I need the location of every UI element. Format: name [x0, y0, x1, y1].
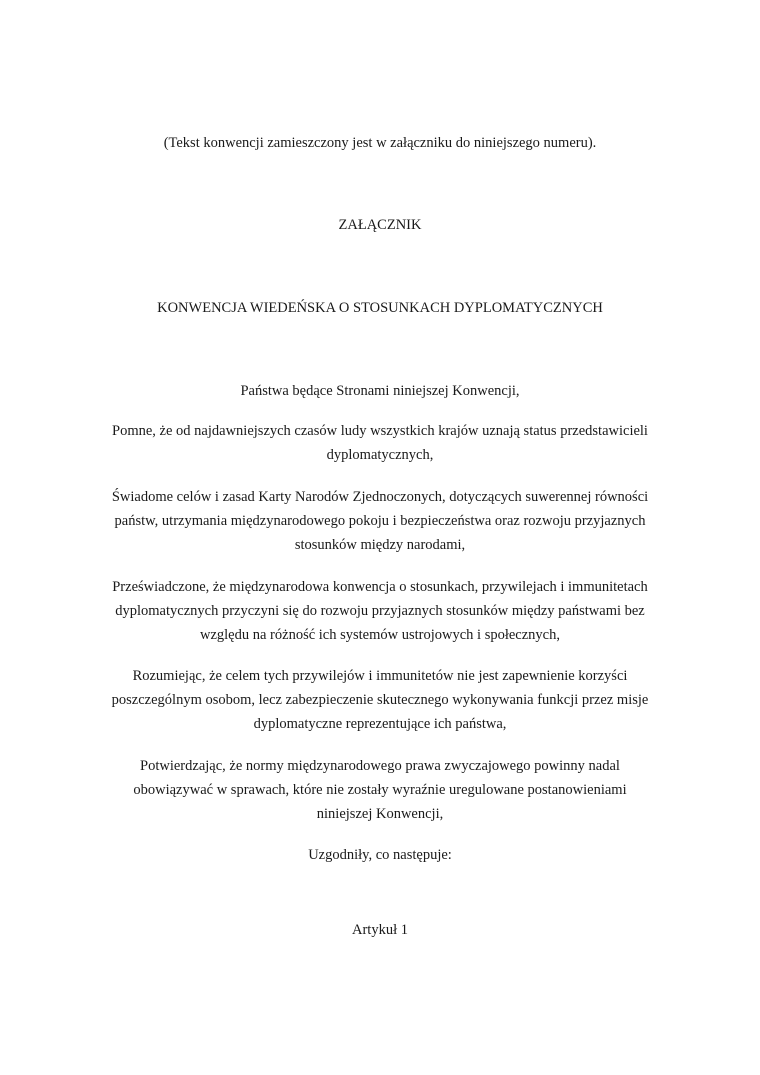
intro-note [0, 131, 760, 155]
paragraph-line: Świadome celów i zasad Karty Narodów Zjednoczonych, dotyczących suwerennej równości [111, 489, 649, 505]
paragraph-line: obowiązywać w sprawach, które nie zostały wyraźnie uregulowane postanowieniami [133, 782, 627, 798]
article-heading [0, 918, 760, 942]
preamble-paragraph [0, 419, 760, 467]
preamble-paragraph [0, 379, 760, 403]
paragraph-line: Przeświadczone, że międzynarodowa konwencja o stosunkach, przywilejach i immunitetach [112, 579, 648, 595]
preamble-paragraph [0, 664, 760, 736]
paragraph-line: względu na różność ich systemów ustrojowych i społecznych, [200, 627, 560, 643]
paragraph-line: Rozumiejąc, że celem tych przywilejów i immunitetów nie jest zapewnienie korzyści [132, 668, 628, 684]
convention-title-text: KONWENCJA WIEDEŃSKA O STOSUNKACH DYPLOMATYCZNYCH [157, 300, 603, 316]
paragraph-line: niniejszej Konwencji, [316, 806, 444, 822]
article-heading-text: Artykuł 1 [352, 922, 408, 938]
paragraph-line: Państwa będące Stronami niniejszej Konwencji, [240, 383, 520, 399]
annex-title [0, 213, 760, 237]
paragraph-line: Potwierdzając, że normy międzynarodowego prawa zwyczajowego powinny nadal [140, 758, 620, 774]
paragraph-line: poszczególnym osobom, lecz zabezpieczenie skutecznego wykonywania funkcji przez misje [111, 692, 649, 708]
paragraph-line: Pomne, że od najdawniejszych czasów ludy wszystkich krajów uznają status przedstawicieli [112, 423, 648, 439]
intro-text: (Tekst konwencji zamieszczony jest w załączniku do niniejszego numeru). [163, 135, 597, 151]
preamble-paragraph [0, 485, 760, 557]
convention-title [0, 296, 760, 320]
preamble-paragraph [0, 843, 760, 867]
paragraph-line: stosunków między narodami, [294, 537, 466, 553]
preamble-paragraph [0, 754, 760, 826]
paragraph-line: dyplomatycznych, [326, 447, 434, 463]
paragraph-line: dyplomatyczne reprezentujące ich państwa, [253, 716, 507, 732]
paragraph-line: państw, utrzymania międzynarodowego pokoju i bezpieczeństwa oraz rozwoju przyjaznych [114, 513, 646, 529]
preamble-paragraph [0, 575, 760, 647]
paragraph-line: dyplomatycznych przyczyni się do rozwoju przyjaznych stosunków między państwami bez [115, 603, 645, 619]
paragraph-line: Uzgodniły, co następuje: [308, 847, 452, 863]
annex-title-text: ZAŁĄCZNIK [338, 217, 422, 233]
